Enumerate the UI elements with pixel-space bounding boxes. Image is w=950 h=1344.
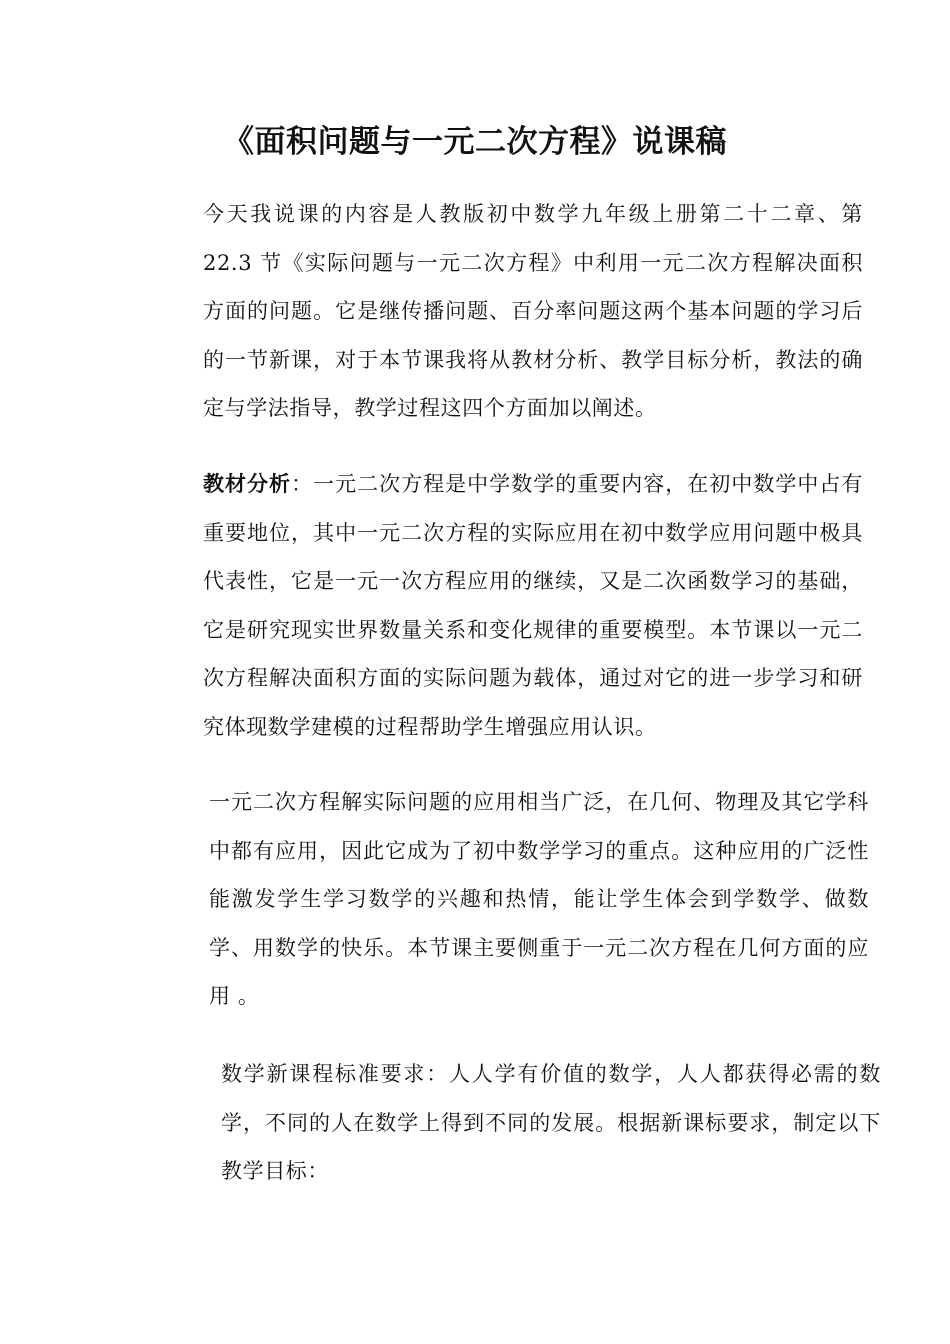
- paragraph-curriculum-standard: 数学新课程标准要求：人人学有价值的数学，人人都获得必需的数学，不同的人在数学上得到不同的发展。根据新课标要求，制定以下教学目标：: [221, 1062, 881, 1183]
- paragraph-textbook-analysis: [145, 460, 863, 751]
- document-title: 《面积问题与一元二次方程》说课稿: [223, 124, 727, 160]
- paragraph-introduction: 今天我说课的内容是人教版初中数学九年级上册第二十二章、第 22.3 节《实际问题与一元二次方程》中利用一元二次方程解决面积方面的问题。它是继传播问题、百分率问题这两个基本问题的学习后的一节新课，对于本节课我将从教材分析、教学目标分析，教法的确定与学法指导，教学过程这四个方面加以阐述。: [203, 202, 863, 420]
- paragraph-textbook-analysis-body: ：一元二次方程是中学数学的重要内容，在初中数学中占有重要地位，其中一元二次方程的实际应用在初中数学应用问题中极具代表性，它是一元一次方程应用的继续，又是二次函数学习的基础，它是研究现实世界数量关系和变化规律的重要模型。本节课以一元二次方程解决面积方面的实际问题为载体，通过对它的进一步学习和研究体现数学建模的过程帮助学生增强应用认识。: [203, 472, 863, 739]
- paragraph-lead-heading: 教材分析: [203, 471, 292, 496]
- paragraph-application-scope: 一元二次方程解实际问题的应用相当广泛，在几何、物理及其它学科中都有应用，因此它成为了初中数学学习的重点。这种应用的广泛性能激发学生学习数学的兴趣和热情，能让学生体会到学数学、做数学、用数学的快乐。本节课主要侧重于一元二次方程在几何方面的应用 。: [209, 790, 869, 1008]
